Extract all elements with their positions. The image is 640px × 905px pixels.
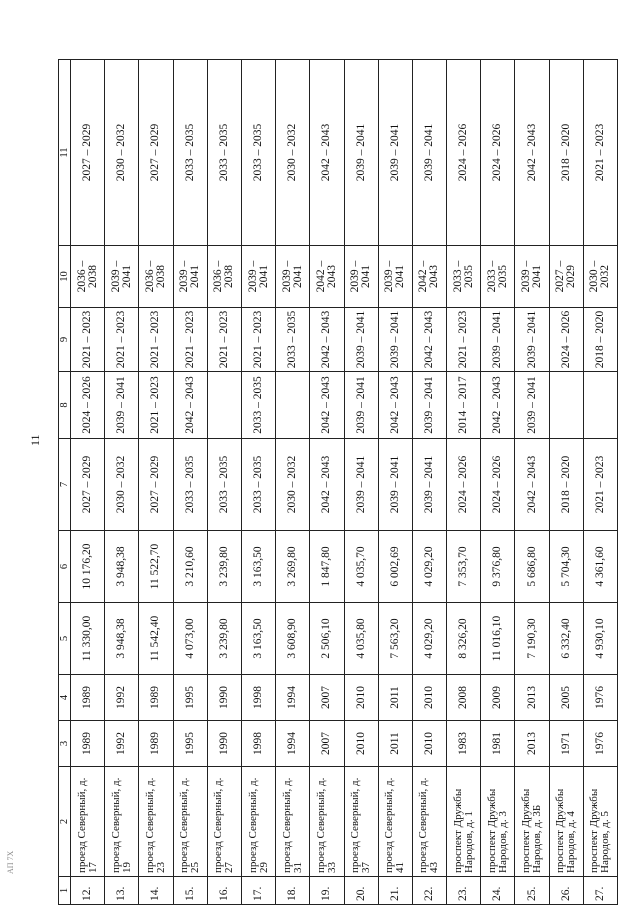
table-cell: 2030 – 2032 <box>105 439 139 531</box>
table-cell: 2030 – 2032 <box>276 439 310 531</box>
table-cell: 2042 – 2043 <box>310 372 344 439</box>
table-cell: 2039 – 2041 <box>344 439 378 531</box>
table-cell: 6 332,40 <box>549 603 583 675</box>
row-number-cell: 24. <box>481 877 515 905</box>
table-row <box>105 60 139 905</box>
table-cell: 2033 – 2035 <box>173 60 207 246</box>
table-cell: 2042 – 2043 <box>310 246 344 308</box>
table-cell: 2021 – 2023 <box>447 308 481 372</box>
address-cell: проспект Дружбы Народов, д. 4 <box>549 767 583 877</box>
table-cell: 1981 <box>481 721 515 767</box>
table-cell: 1994 <box>276 721 310 767</box>
repair-schedule-table <box>58 59 618 905</box>
table-cell: 2027 – 2029 <box>71 439 105 531</box>
row-number-cell: 15. <box>173 877 207 905</box>
row-number-cell: 17. <box>241 877 275 905</box>
table-cell: 2024 – 2026 <box>447 60 481 246</box>
table-cell: 2030 – 2032 <box>583 246 617 308</box>
table-cell: 1995 <box>173 675 207 721</box>
table-cell <box>276 372 310 439</box>
table-cell: 1990 <box>207 675 241 721</box>
address-cell: проезд Северный, д. 19 <box>105 767 139 877</box>
address-cell: проспект Дружбы Народов, д. 3 <box>481 767 515 877</box>
table-cell: 2011 <box>378 721 412 767</box>
table-row <box>412 60 446 905</box>
table-cell: 2033 – 2035 <box>481 246 515 308</box>
table-cell: 2009 <box>481 675 515 721</box>
row-number-cell: 18. <box>276 877 310 905</box>
table-cell: 2014 – 2017 <box>447 372 481 439</box>
table-row <box>310 60 344 905</box>
table-cell: 2033 – 2035 <box>207 60 241 246</box>
table-cell: 3 163,50 <box>241 531 275 603</box>
table-cell: 2010 <box>344 675 378 721</box>
table-cell: 2021 – 2023 <box>207 308 241 372</box>
table-cell: 2007 <box>310 721 344 767</box>
table-cell: 2013 <box>515 721 549 767</box>
row-number-cell: 16. <box>207 877 241 905</box>
table-cell: 9 376,80 <box>481 531 515 603</box>
table-cell: 4 029,20 <box>412 531 446 603</box>
table-cell: 3 269,80 <box>276 531 310 603</box>
table-row <box>139 60 173 905</box>
table-cell: 2039 – 2041 <box>515 372 549 439</box>
table-cell: 2036 – 2038 <box>71 246 105 308</box>
table-cell: 3 608,90 <box>276 603 310 675</box>
table-cell: 2039 – 2041 <box>173 246 207 308</box>
table-cell: 1992 <box>105 721 139 767</box>
address-cell: проезд Северный, д. 29 <box>241 767 275 877</box>
row-number-cell: 25. <box>515 877 549 905</box>
table-cell: 2021 – 2023 <box>583 439 617 531</box>
row-number-cell: 21. <box>378 877 412 905</box>
header-cell: 11 <box>59 60 71 246</box>
table-cell: 2018 – 2020 <box>583 308 617 372</box>
table-cell: 2042 – 2043 <box>310 60 344 246</box>
table-cell: 2027 – 2029 <box>71 60 105 246</box>
row-number-cell: 20. <box>344 877 378 905</box>
table-cell: 1998 <box>241 721 275 767</box>
table-cell: 1983 <box>447 721 481 767</box>
header-cell: 2 <box>59 767 71 877</box>
table-cell: 4 035,70 <box>344 531 378 603</box>
table-row <box>549 60 583 905</box>
table-cell: 3 948,38 <box>105 603 139 675</box>
table-cell: 1994 <box>276 675 310 721</box>
table-cell: 2008 <box>447 675 481 721</box>
table-cell: 2021 – 2023 <box>139 308 173 372</box>
row-number-cell: 19. <box>310 877 344 905</box>
table-cell: 2027 – 2029 <box>139 439 173 531</box>
table-cell: 2021 – 2023 <box>173 308 207 372</box>
table-cell: 1 847,80 <box>310 531 344 603</box>
table-cell: 1976 <box>583 675 617 721</box>
table-cell: 4 029,20 <box>412 603 446 675</box>
address-cell: проезд Северный, д. 25 <box>173 767 207 877</box>
header-cell: 3 <box>59 721 71 767</box>
table-cell: 2039 – 2041 <box>105 246 139 308</box>
table-cell: 2005 <box>549 675 583 721</box>
table-cell: 2039 – 2041 <box>378 439 412 531</box>
table-cell: 2027 – 2029 <box>549 246 583 308</box>
table-cell: 3 239,80 <box>207 531 241 603</box>
table-cell: 2039 – 2041 <box>481 308 515 372</box>
table-cell: 3 239,80 <box>207 603 241 675</box>
table-cell: 2039 – 2041 <box>344 308 378 372</box>
table-cell: 2013 <box>515 675 549 721</box>
row-number-cell: 26. <box>549 877 583 905</box>
table-cell: 2039 – 2041 <box>378 246 412 308</box>
table-cell: 2010 <box>344 721 378 767</box>
table-cell: 2039 – 2041 <box>515 308 549 372</box>
table-cell: 8 326,20 <box>447 603 481 675</box>
table-cell: 2039 – 2041 <box>412 439 446 531</box>
table-cell: 2021 – 2023 <box>241 308 275 372</box>
table-cell: 2042 – 2043 <box>481 372 515 439</box>
table-cell: 2010 <box>412 675 446 721</box>
table-cell: 11 522,70 <box>139 531 173 603</box>
address-cell: проезд Северный, д. 23 <box>139 767 173 877</box>
table-cell: 2024 – 2026 <box>447 439 481 531</box>
table-cell: 2042 – 2043 <box>173 372 207 439</box>
table-row <box>447 60 481 905</box>
table-row <box>378 60 412 905</box>
page-number: 11 <box>28 434 42 446</box>
table-cell: 7 563,20 <box>378 603 412 675</box>
table-cell: 5 686,80 <box>515 531 549 603</box>
row-number-cell: 22. <box>412 877 446 905</box>
table-row <box>515 60 549 905</box>
table-cell: 2039 – 2041 <box>378 308 412 372</box>
table-cell: 2039 – 2041 <box>105 372 139 439</box>
table-cell: 2027 – 2029 <box>139 60 173 246</box>
table-cell: 1998 <box>241 675 275 721</box>
table-cell: 2033 – 2035 <box>241 439 275 531</box>
table-cell: 2036 – 2038 <box>139 246 173 308</box>
header-cell: 8 <box>59 372 71 439</box>
table-cell: 1989 <box>139 675 173 721</box>
table-cell: 2018 – 2020 <box>549 439 583 531</box>
table-cell: 2042 – 2043 <box>515 439 549 531</box>
row-number-cell: 14. <box>139 877 173 905</box>
header-cell: 7 <box>59 439 71 531</box>
table-cell: 2033 – 2035 <box>241 60 275 246</box>
table-cell: 2018 – 2020 <box>549 60 583 246</box>
table-row <box>583 60 617 905</box>
table-cell: 2030 – 2032 <box>105 60 139 246</box>
table-row <box>173 60 207 905</box>
table-cell: 11 016,10 <box>481 603 515 675</box>
address-cell: проезд Северный, д. 17 <box>71 767 105 877</box>
address-cell: проезд Северный, д. 33 <box>310 767 344 877</box>
table-cell: 10 176,20 <box>71 531 105 603</box>
table-row <box>241 60 275 905</box>
header-cell: 1 <box>59 877 71 905</box>
table-cell: 2010 <box>412 721 446 767</box>
corner-mark: АП 7Х <box>6 850 15 874</box>
address-cell: проспект Дружбы Народов, д. 1 <box>447 767 481 877</box>
table-cell: 1989 <box>71 675 105 721</box>
table-cell: 2021 – 2023 <box>583 60 617 246</box>
table-cell: 2033 – 2035 <box>276 308 310 372</box>
header-cell: 4 <box>59 675 71 721</box>
address-cell: проезд Северный, д. 43 <box>412 767 446 877</box>
address-cell: проезд Северный, д. 27 <box>207 767 241 877</box>
table-cell: 2024 – 2026 <box>481 439 515 531</box>
address-cell: проезд Северный, д. 31 <box>276 767 310 877</box>
table-cell: 7 353,70 <box>447 531 481 603</box>
table-cell: 11 542,40 <box>139 603 173 675</box>
table-cell: 2039 – 2041 <box>344 246 378 308</box>
table-cell: 2033 – 2035 <box>173 439 207 531</box>
row-number-cell: 27. <box>583 877 617 905</box>
table-cell: 6 002,69 <box>378 531 412 603</box>
table-cell: 2042 – 2043 <box>378 372 412 439</box>
table-cell: 2021 – 2023 <box>105 308 139 372</box>
table-cell: 1990 <box>207 721 241 767</box>
table-cell: 2042 – 2043 <box>412 246 446 308</box>
table-cell: 11 330,00 <box>71 603 105 675</box>
table-cell: 2024 – 2026 <box>549 308 583 372</box>
table-cell: 1995 <box>173 721 207 767</box>
row-number-cell: 13. <box>105 877 139 905</box>
table-cell <box>583 372 617 439</box>
table-cell: 1989 <box>139 721 173 767</box>
table-cell: 2039 – 2041 <box>412 60 446 246</box>
table-cell: 2033 – 2035 <box>447 246 481 308</box>
table-cell: 2039 – 2041 <box>412 372 446 439</box>
table-cell: 2039 – 2041 <box>378 60 412 246</box>
table-cell: 2024 – 2026 <box>71 372 105 439</box>
table-cell: 5 704,30 <box>549 531 583 603</box>
table-cell: 4 930,10 <box>583 603 617 675</box>
table-cell <box>207 372 241 439</box>
row-number-cell: 23. <box>447 877 481 905</box>
address-cell: проспект Дружбы Народов, д. 5 <box>583 767 617 877</box>
header-cell: 10 <box>59 246 71 308</box>
table-cell: 2039 – 2041 <box>344 372 378 439</box>
table-row <box>344 60 378 905</box>
header-cell: 9 <box>59 308 71 372</box>
row-number-cell: 12. <box>71 877 105 905</box>
table-cell: 2033 – 2035 <box>207 439 241 531</box>
table-cell: 2036 – 2038 <box>207 246 241 308</box>
header-cell: 6 <box>59 531 71 603</box>
table-cell: 2042 – 2043 <box>310 308 344 372</box>
table-cell: 2024 – 2026 <box>481 60 515 246</box>
table-cell: 2 506,10 <box>310 603 344 675</box>
header-row <box>59 60 71 905</box>
table-row <box>207 60 241 905</box>
table-cell: 2042 – 2043 <box>515 60 549 246</box>
table-cell: 3 163,50 <box>241 603 275 675</box>
table-row <box>481 60 515 905</box>
header-cell: 5 <box>59 603 71 675</box>
table-cell: 1976 <box>583 721 617 767</box>
table-cell: 2021 – 2023 <box>71 308 105 372</box>
table-cell: 2030 – 2032 <box>276 60 310 246</box>
table-row <box>276 60 310 905</box>
table-cell: 4 361,60 <box>583 531 617 603</box>
table-cell: 3 948,38 <box>105 531 139 603</box>
table-cell: 3 210,60 <box>173 531 207 603</box>
address-cell: проезд Северный, д. 41 <box>378 767 412 877</box>
table-cell: 2042 – 2043 <box>412 308 446 372</box>
table-cell: 2039 – 2041 <box>241 246 275 308</box>
table-cell: 2039 – 2041 <box>276 246 310 308</box>
table-cell: 1989 <box>71 721 105 767</box>
table-cell: 1971 <box>549 721 583 767</box>
table-cell: 2007 <box>310 675 344 721</box>
table-cell: 7 190,30 <box>515 603 549 675</box>
address-cell: проспект Дружбы Народов, д. 3Б <box>515 767 549 877</box>
table-cell: 4 035,80 <box>344 603 378 675</box>
table-cell: 2042 – 2043 <box>310 439 344 531</box>
table-cell: 2033 – 2035 <box>241 372 275 439</box>
table-cell <box>549 372 583 439</box>
table-cell: 1992 <box>105 675 139 721</box>
table-cell: 4 073,00 <box>173 603 207 675</box>
table-cell: 2039 – 2041 <box>515 246 549 308</box>
address-cell: проезд Северный, д. 37 <box>344 767 378 877</box>
table-cell: 2021 – 2023 <box>139 372 173 439</box>
table-cell: 2011 <box>378 675 412 721</box>
table-row <box>71 60 105 905</box>
table-cell: 2039 – 2041 <box>344 60 378 246</box>
rotated-table-container <box>58 60 618 905</box>
